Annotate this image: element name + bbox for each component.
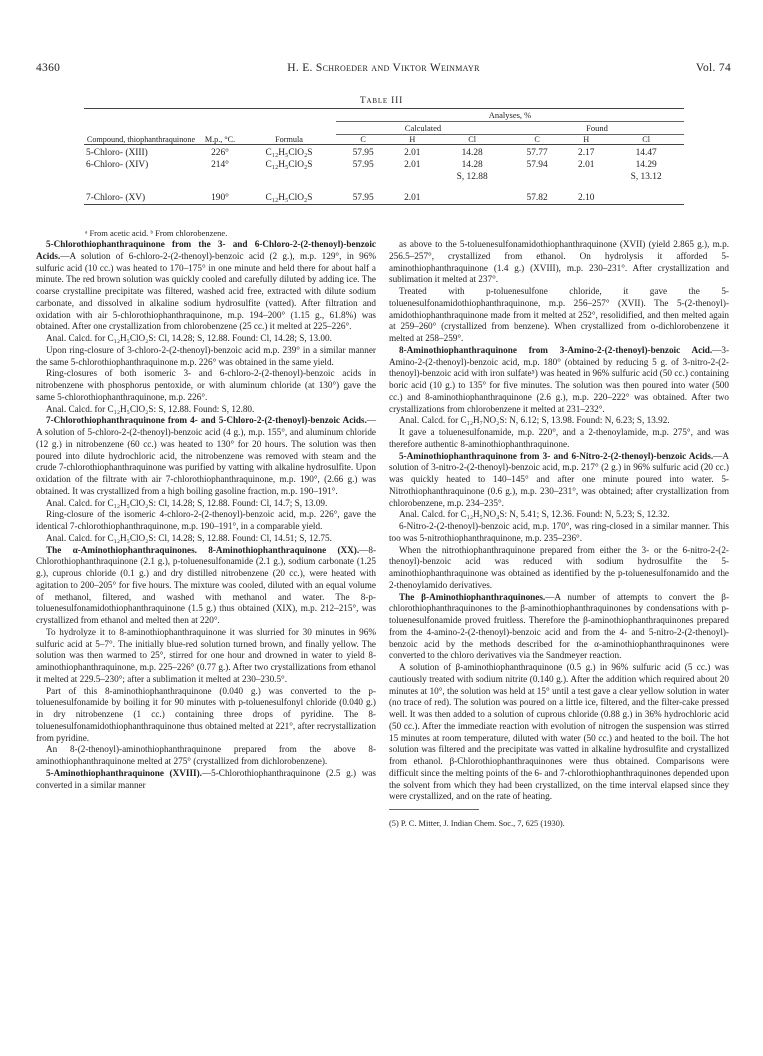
paragraph [389,662,729,803]
col-calc-c: C [336,135,390,145]
paragraph-text: Part of this 8-aminothiophanthraquinone (0.040 g.) was converted to the p-toluenesulfonamide by boiling it for 90 minutes with p-toluenesulfonyl chloride (0.040 g.) in dry nitrobenzene (1 cc.) containing three drops of pyridine. The 8-toluenesulfonamidothiophanthraquinone thus obtained melted at 221°, after recrystallization from pyridine. [36,685,376,743]
cell-calc-h: 2.01 [390,183,434,205]
paragraph [36,545,376,627]
paragraph [389,427,729,451]
left-column [36,239,376,791]
paragraph [389,545,729,592]
table-title: Table III [359,96,404,106]
cell-calc-cl [434,183,510,205]
col-calc-h: H [390,135,434,145]
table-row [84,171,684,183]
cell-found-cl: S, 13.12 [630,171,662,182]
cell-found-c: 57.82 [510,183,564,205]
cell-calc-c: 57.95 [352,159,374,170]
cell-calc-h [390,171,434,183]
col-found-cl: Cl [608,135,684,145]
paragraph [389,509,729,521]
table-row [84,145,684,159]
cell-found-c [510,171,564,183]
analyses-group-label: Analyses, % [336,109,684,122]
cell-found-cl: 14.29 [635,159,657,170]
cell-calc-cl: 14.28 [461,159,483,170]
cell-compound: 7-Chloro- (XV) [84,183,198,205]
cell-found-h: 2.17 [578,147,595,158]
paragraph-text: Anal. Calcd. for C₁₂H₇NO₂S: N, 6.12; S, 13.98. Found: N, 6.23; S, 13.92. [399,415,670,426]
cell-calc-c: 57.95 [336,183,390,205]
section-heading: The α-Aminothiophanthraquinones. 8-Aminothiophanthraquinone (XX). [46,544,360,555]
paragraph [36,333,376,345]
paragraph-text: Anal. Calcd. for C₁₂H₅ClO₂S: Cl, 14.28; S, 12.88. Found: Cl, 14.7; S, 13.09. [46,497,328,508]
running-title: H. E. Schroeder and Viktor Weinmayr [287,62,480,74]
paragraph-text: —A solution of 6-chloro-2-(2-thenoyl)-benzoic acid (2 g.), m.p. 129°, in 96% sulfuric acid (10 cc.) was heated to 170–175° in one minute and held there for about half a minute. The red brown solution was quickly cooled and carefully diluted by adding ice. The coarse crystalline precipitate was filtered, washed acid free, extracted with dilute sodium carbonate, and dissolved in alkaline sodium hydrosulfite (vatted). After filtration and oxidation with air 5-chlorothiophanthraquinone, m.p. 194–200° (1.15 g., 61.8%) was obtained. After one crystallization from chlorobenzene (25 cc.) it melted at 225–226°. [36,250,376,332]
paragraph-text: —8-Chlorothiophanthraquinone (2.1 g.), p-toluenesulfonamide (2.1 g.), sodium carbonate (1.25 g.), cuprous chloride (0.1 g.) and dry distilled nitrobenzene (20 cc.), were heated with agitation to 200–205° for five hours. The mixture was cooled, diluted with an equal volume of methanol, filtered, and washed with methanol and water. The 8-p-toluenesulfonamidothiophanthraquinone (1.5 g.) thus obtained (XIX), m.p. 212–215°, was crystallized from ethanol and melted then at 220°. [36,544,376,625]
cell-found-c: 57.77 [526,147,548,158]
found-group-label: Found [510,122,684,135]
volume-label: Vol. 74 [695,62,731,74]
footnote-rule [389,809,479,810]
paragraph [389,239,729,286]
paragraph [36,768,376,792]
cell-found-h [564,171,608,183]
col-calc-cl: Cl [434,135,510,145]
paragraph-text: —A solution of 5-chloro-2-(2-thenoyl)-benzoic acid (4 g.), m.p. 155°, and aluminum chloride (12 g.) in nitrobenzene (60 cc.) was heated to 130° for 20 hours. The solution was then poured into dilute hydrochloric acid, the nitrobenzene was removed with steam and the crude 7-chlorothiophanthraquinone was purified by vatting with alkaline hydrosulfite. Upon oxidation of the filtrate with air 7-chlorothiophanthraquinone, m.p. 190°, (2.66 g.) was obtained. It was crystallized from a high boiling gasoline fraction, m.p. 190–191°. [36,415,376,496]
paragraph-text: When the nitrothiophanthraquinone prepared from either the 3- or the 6-nitro-2-(2-thenoyl)-benzoic acid was reduced with sodium hydrosulfite the 5-aminothiophanthraquinone was obtained as identified by the p-toluenesulfonamido and the 2-thenoylamido derivatives. [389,544,729,590]
right-column [389,239,729,830]
cell-calc-cl: S, 12.88 [456,171,488,182]
paragraph-text: To hydrolyze it to 8-aminothiophanthraquinone it was slurried for 30 minutes in 96% sulfuric acid at 5–7°. The initially blue-red solution turned brown, and finally yellow. The solution was then warmed to 25°, stirred for one hour and drowned in water to yield 8-aminothiophanthraquinone, m.p. 225–226° (0.77 g.). After two crystallizations from ethanol it melted at 229.5–230°; after a sublimation it melted at 230–230.5°. [36,626,376,684]
cell-calc-c: 57.95 [352,147,374,158]
paragraph-text: Ring-closures of both isomeric 3- and 6-chloro-2-(2-thenoyl)-benzoic acids in nitrobenzene with phosphorus pentoxide, or with aluminum chloride (at 130°) gave the same 5-chlorothiophanthraquinone, m.p. 226°. [36,368,376,402]
cell-found-c: 57.94 [526,159,548,170]
cell-compound: 6-Chloro- (XIV) [86,159,149,170]
cell-calc-h: 2.01 [404,147,421,158]
paragraph-text: A solution of β-aminothiophanthraquinone (0.5 g.) in 96% sulfuric acid (5 cc.) was cautiously treated with sodium nitrite (0.140 g.). After the addition which required about 20 minutes at 10°, the solution was held at 15° until a test gave a clear yellow solution in water (no trace of red). The solution was poured on a little ice, filtered, and the filter-cake pressed well. It was then added to a solution of cuprous chloride (0.88 g.) in 36% hydrochloric acid (50 cc.). After the immediate reaction with evolution of nitrogen the suspension was stirred 15 minutes at room temperature, diluted with water (50 cc.) and heated to the boil. The hot solution was filtered and the precipitate was vatted in alkaline hydrosulfite and crystallized from ethanol. β-Chlorothiophanthraquinones were thus obtained. Comparisons were difficult since the melting points of the 6- and 7-chlorothiophanthraquinones depended upon the solvent from which they had been crystallized, on the time interval elapsed since they were crystallized, and on the rate of heating. [389,662,729,802]
paragraph-text: 6-Nitro-2-(2-thenoyl)-benzoic acid, m.p. 170°, was ring-closed in a similar manner. This too was 5-nitrothiophanthraquinone, m.p. 235–236°. [389,521,729,543]
paragraph-text: Anal. Calcd. for C₁₂H₅NO₄S: N, 5.41; S, 12.36. Found: N, 5.23; S, 12.32. [399,509,670,520]
running-header [36,62,731,78]
paragraph-text: —3-Amino-2-(2-thenoyl)-benzoic acid, m.p. 180° (obtained by reducing 5 g. of 3-nitro-2-(2-thenoyl)-benzoic acid with iron sulfate⁵) was heated in 96% sulfuric acid (50 cc.) containing boric acid (10 g.) to 135° for five minutes. The solution was then poured into water (500 cc.) and 8-aminothiophanthraquinone (2.6 g.), m.p. 220–222° was obtained. After two crystallizations from chlorobenzene it melted at 231–232°. [389,344,729,414]
paragraph [389,415,729,427]
table-row [84,159,684,171]
cell-found-h: 2.01 [578,159,595,170]
col-found-c: C [510,135,564,145]
cell-formula: C₁₂H₅ClO₂S [265,159,313,170]
paragraph [36,509,376,533]
table-row [84,183,684,205]
cell-mp: 214° [211,159,229,170]
paragraph [36,498,376,510]
cell-formula [242,171,336,183]
cell-formula: C₁₂H₅ClO₂S [242,183,336,205]
paragraph-text: Anal. Calcd. for C₁₂H₅ClO₂S: Cl, 14.28; S, 12.88. Found: Cl, 14.28; S, 13.00. [46,333,332,343]
paragraph [36,368,376,403]
paragraph-text: —5-Chlorothiophanthraquinone (2.5 g.) was converted in a similar manner [36,767,376,790]
analysis-table [84,108,684,205]
section-heading: 7-Chlorothiophanthraquinone from 4- and 5-Chloro-2-(2-thenoyl)-benzoic Acids. [46,415,367,426]
cell-found-cl: 14.47 [635,147,657,158]
paragraph-text: Anal. Calcd. for C₁₂H₅ClO₂S: S, 12.88. Found: S, 12.80. [46,403,255,414]
paragraph-text: —A number of attempts to convert the β-chlorothiophanthraquinones to the β-aminothiophanthraquinones by condensations with p-toluenesulfonamide proved fruitless. Therefore the β-aminothiophanthraquinones prepared from the 4-amino-2-(2-thenoyl)-benzoic acid and from the 4- and 5-nitro-2-(2-thenoyl)-benzoic acid by the methods described for the α-aminothiophanthraquinones were converted to the chloro derivatives via the Sandmeyer reaction. [389,591,729,661]
cell-compound: 5-Chloro- (XIII) [86,147,148,158]
paragraph-text: Ring-closure of the isomeric 4-chloro-2-(2-thenoyl)-benzoic acid, m.p. 226°, gave the identical 7-chlorothiophanthraquinone, m.p. 190–191°, in a comparable yield. [36,509,376,531]
paragraph [389,592,729,663]
paragraph-text: as above to the 5-toluenesulfonamidothiophanthraquinone (XVII) (yield 2.865 g.), m.p. 256.5–257°, crystallized from ethanol. On hydrolysis it afforded 5-aminothiophanthraquinone (1.4 g.) (XVIII), m.p. 230–231°. After crystallization and sublimation it melted at 237°. [389,239,729,285]
cell-mp: 190° [198,183,242,205]
section-heading: 8-Aminothiophanthraquinone from 3-Amino-2-(2-thenoyl)-benzoic Acid. [399,344,713,355]
paragraph [36,627,376,686]
cell-calc-c [336,171,390,183]
paragraph [36,404,376,416]
paragraph-text: It gave a toluenesulfonamide, m.p. 220°, and a 2-thenoylamide, m.p. 275°, and was therefore authentic 8-aminothiophanthraquinone. [389,427,729,449]
cell-compound [84,171,198,183]
cell-formula: C₁₂H₅ClO₂S [265,147,313,158]
table-footnote: ᵃ From acetic acid. ᵇ From chlorobenzene. [85,228,228,238]
cell-mp: 226° [211,147,229,158]
paragraph-text: Upon ring-closure of 3-chloro-2-(2-thenoyl)-benzoic acid m.p. 239° in a similar manner the same 5-chlorothiophanthraquinone m.p. 226° was obtained in the same yield. [36,344,376,367]
cell-mp [198,171,242,183]
section-heading: 5-Aminothiophanthraquinone (XVIII). [46,767,202,778]
paragraph [389,345,729,416]
paragraph [36,239,376,333]
calculated-group-label: Calculated [336,122,510,135]
col-found-h: H [564,135,608,145]
cell-calc-h: 2.01 [404,159,421,170]
section-heading: 5-Aminothiophanthraquinone from 3- and 6-Nitro-2-(2-thenoyl)-benzoic Acids. [399,450,714,461]
paragraph [36,415,376,497]
paragraph [389,521,729,545]
footnote: (5) P. C. Mitter, J. Indian Chem. Soc., 7, 625 (1930). [389,819,565,828]
paragraph [389,451,729,510]
paragraph-text: —A solution of 3-nitro-2-(2-thenoyl)-benzoic acid, m.p. 217° (2 g.) in 96% sulfuric acid (20 cc.) was quickly heated to 140–145° and after one minute poured into water. 5-Nitrothiophanthraquinone (0.6 g.), m.p. 230–231°, was obtained; after crystallization from chlorobenzene, m.p. 234–235°. [389,450,729,508]
col-formula: Formula [242,135,336,145]
paragraph [36,686,376,745]
paragraph-text: Anal. Calcd. for C₁₂H₅ClO₂S: Cl, 14.28; S, 12.88. Found: Cl, 14.51; S, 12.75. [46,532,332,543]
paragraph [36,345,376,369]
col-mp: M.p., °C. [198,135,242,145]
paragraph [36,744,376,768]
paragraph [36,533,376,545]
paragraph-text: Treated with p-toluenesulfone chloride, it gave the 5-toluenesulfonamidothiophanthraquinone, m.p. 256–257° (XVII). The 5-(2-thenoyl)-amidothiophanthraquinone made from it melted at 252°, resolidified, and then melted again at 259–260° (crystallized from benzene). When crystallized from o-dichlorobenzene it melted at 258–259°. [389,286,729,343]
cell-calc-cl: 14.28 [461,147,483,158]
cell-found-h: 2.10 [564,183,608,205]
page-number: 4360 [36,62,61,74]
col-compound: Compound, thiophanthraquinone [84,135,198,145]
section-heading: 5-Chlorothiophanthraquinone from the 3- and 6-Chloro-2-(2-thenoyl)-benzoic Acids. [36,239,376,261]
paragraph-text: An 8-(2-thenoyl)-aminothiophanthraquinone prepared from the above 8-aminothiophanthraquinone melted at 275° (crystallized from dichlorobenzene). [36,744,376,766]
section-heading: The β-Aminothiophanthraquinones. [399,591,546,602]
cell-found-cl [608,183,684,205]
paragraph [389,286,729,345]
